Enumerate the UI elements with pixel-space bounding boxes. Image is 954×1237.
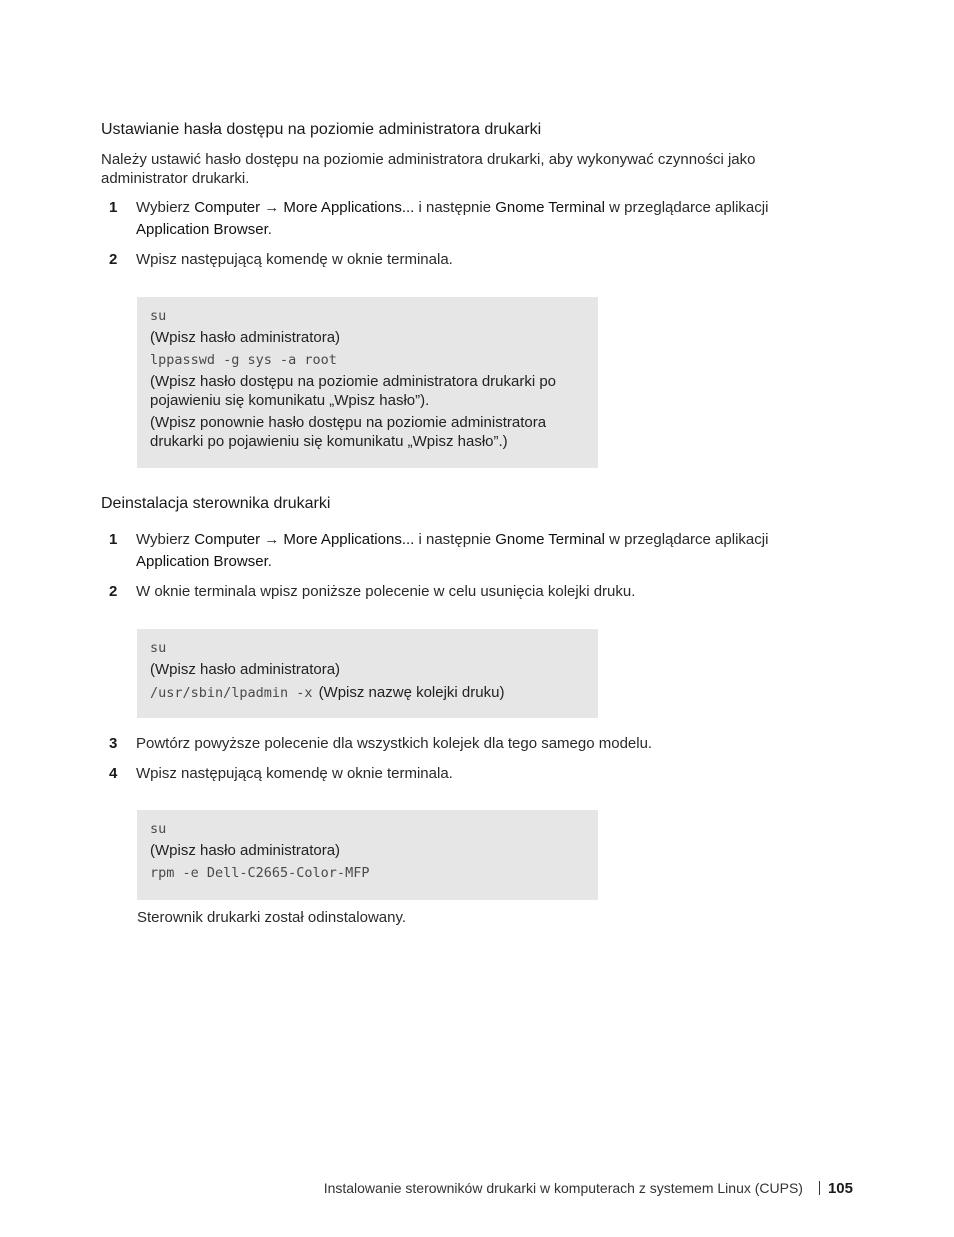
section-title-admin-password: Ustawianie hasła dostępu na poziomie administratora drukarki [101, 121, 542, 138]
step-number: 2 [109, 251, 118, 268]
footer-divider [819, 1181, 820, 1195]
ui-term-more-applications: More Applications... [283, 199, 415, 216]
ui-term-gnome-terminal: Gnome Terminal [495, 531, 605, 548]
page-footer [324, 1180, 853, 1197]
ui-term-application-browser: Application Browser [136, 221, 268, 238]
section-intro: Należy ustawić hasło dostępu na poziomie administratora drukarki, aby wykonywać czynności jako administrator drukarki. [101, 151, 756, 187]
code-block [137, 629, 598, 718]
result-text: Sterownik drukarki został odinstalowany. [137, 909, 407, 926]
code-line: /usr/sbin/lpadmin -x [150, 685, 313, 701]
ui-term-gnome-terminal: Gnome Terminal [495, 199, 605, 216]
step-text [136, 529, 826, 573]
ui-term-more-applications: More Applications... [283, 531, 415, 548]
step-number: 4 [109, 765, 118, 782]
code-line-with-note [150, 682, 585, 704]
text-fragment: i następnie [414, 199, 496, 216]
step-text: Wpisz następującą komendę w oknie terminala. [136, 765, 453, 782]
code-line: lppasswd -g sys -a root [150, 352, 337, 368]
step-number: 1 [109, 199, 118, 216]
ui-term-computer: Computer [194, 531, 261, 548]
step-text: Powtórz powyższe polecenie dla wszystkich kolejek dla tego samego modelu. [136, 735, 653, 752]
text-fragment: . [267, 553, 272, 570]
text-fragment: w przeglądarce aplikacji [605, 531, 769, 548]
code-note: (Wpisz hasło administratora) [150, 842, 341, 859]
arrow-icon: → [260, 199, 284, 216]
page-number: 105 [827, 1180, 853, 1197]
code-note: (Wpisz ponownie hasło dostępu na poziomie administratora drukarki po pojawieniu się komunikatu „Wpisz hasło”.) [150, 414, 547, 450]
code-note: (Wpisz nazwę kolejki druku) [318, 684, 505, 701]
step-number: 2 [109, 583, 118, 600]
footer-chapter-title: Instalowanie sterowników drukarki w komputerach z systemem Linux (CUPS) [323, 1180, 803, 1196]
step-text: W oknie terminala wpisz poniższe polecenie w celu usunięcia kolejki druku. [136, 583, 636, 600]
section-title-uninstall-driver: Deinstalacja sterownika drukarki [101, 495, 331, 512]
code-line: su [150, 821, 167, 837]
ui-term-application-browser: Application Browser [136, 553, 268, 570]
step-number: 1 [109, 531, 118, 548]
code-note: (Wpisz hasło dostępu na poziomie administratora drukarki po pojawieniu się komunikatu „Wpisz hasło”). [150, 373, 557, 409]
text-fragment: i następnie [414, 531, 496, 548]
arrow-icon: → [260, 531, 284, 548]
code-block [137, 297, 598, 468]
text-fragment: . [267, 221, 272, 238]
code-block [137, 810, 598, 900]
step-text: Wpisz następującą komendę w oknie terminala. [136, 251, 453, 268]
code-line: su [150, 308, 167, 324]
code-line: rpm -e Dell-C2665-Color-MFP [150, 865, 370, 881]
ui-term-computer: Computer [194, 199, 261, 216]
code-note: (Wpisz hasło administratora) [150, 661, 341, 678]
text-fragment: w przeglądarce aplikacji [605, 199, 769, 216]
code-note: (Wpisz hasło administratora) [150, 329, 341, 346]
step-text [136, 197, 826, 241]
text-fragment: Wybierz [136, 531, 195, 548]
code-line: su [150, 640, 167, 656]
text-fragment: Wybierz [136, 199, 195, 216]
step-number: 3 [109, 735, 118, 752]
